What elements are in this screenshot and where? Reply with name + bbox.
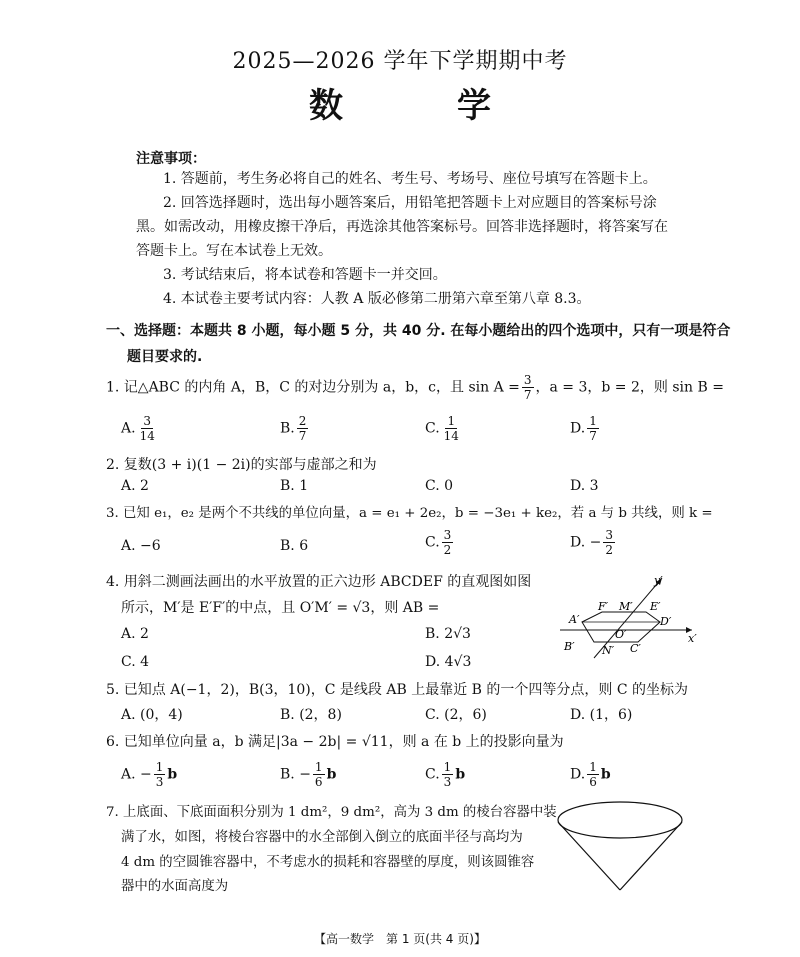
label-m: M′ (619, 600, 633, 613)
q4-option-b: B. 2√3 (425, 626, 471, 642)
q1-option-a: A. $\frac{3}{14}$ (121, 414, 155, 443)
notice-line-3: 3. 考试结束后，将本试卷和答题卡一并交回。 (163, 267, 447, 283)
notice-line-4: 4. 本试卷主要考试内容：人教 A 版必修第二册第六章至第八章 8.3。 (163, 291, 591, 307)
label-f: F′ (598, 600, 609, 613)
notice-line-1: 1. 答题前，考生务必将自己的姓名、考生号、考场号、座位号填写在答题卡上。 (163, 171, 657, 187)
question-3-stem: 3. 已知 e₁，e₂ 是两个不共线的单位向量，a = e₁ + 2e₂，b = −3e₁ + ke₂，若 a 与 b 共线，则 k = (106, 506, 713, 521)
notice-line-2b: 黑。如需改动，用橡皮擦干净后，再选涂其他答案标号。回答非选择题时，将答案写在 (136, 219, 668, 235)
q4-option-c: C. 4 (121, 654, 150, 670)
q2-option-c: C. 0 (425, 478, 454, 494)
label-n: N′ (602, 644, 615, 657)
notice-line-2a: 2. 回答选择题时，选出每小题答案后，用铅笔把答题卡上对应题目的答案标号涂 (163, 195, 657, 211)
q3-option-a: A. −6 (121, 538, 161, 554)
q1-option-b: B. $\frac{2}{7}$ (280, 414, 307, 443)
q2-option-a: A. 2 (121, 478, 149, 494)
hexagon-oblique-figure (552, 568, 702, 660)
inverted-cone-figure (555, 794, 685, 894)
question-1-stem: 1. 记△ABC 的内角 A，B，C 的对边分别为 a，b，c，且 sin A = $\frac{3}{7}$ ，a = 3，b = 2，则 sin B = (106, 373, 724, 402)
label-y-axis: y′ (654, 574, 663, 587)
question-2-stem: 2. 复数(3 + i)(1 − 2i)的实部与虚部之和为 (106, 457, 377, 473)
q3-option-c: C. $\frac{3}{2}$ (425, 528, 452, 557)
question-7-line-1: 7. 上底面、下底面面积分别为 1 dm²，9 dm²，高为 3 dm 的棱台容器中装 (106, 805, 557, 820)
question-7-line-2: 满了水，如图，将棱台容器中的水全部倒入倒立的底面半径与高均为 (121, 830, 523, 845)
notice-heading: 注意事项： (136, 151, 206, 167)
question-7-line-4: 器中的水面高度为 (121, 879, 229, 894)
q4-option-a: A. 2 (121, 626, 149, 642)
q1-option-c: C. $\frac{1}{14}$ (425, 414, 459, 443)
label-c: C′ (630, 642, 641, 655)
section-heading-cont: 题目要求的. (127, 349, 203, 365)
q2-option-b: B. 1 (280, 478, 309, 494)
q5-option-c: C. (2，6) (425, 707, 487, 723)
q6-option-c: C. $\frac{1}{3}$ b (425, 760, 466, 789)
exam-title: 2025—2026 学年下学期期中考 (232, 49, 568, 74)
label-o: O′ (615, 628, 627, 641)
subject-title: 数 学 (309, 86, 531, 126)
label-d: D′ (660, 615, 672, 628)
q1-option-d: D. $\frac{1}{7}$ (570, 414, 597, 443)
q5-option-a: A. (0，4) (121, 707, 183, 723)
question-4-stem-a: 4. 用斜二测画法画出的水平放置的正六边形 ABCDEF 的直观图如图 (106, 574, 532, 590)
q6-option-a: A. − $\frac{1}{3}$ b (121, 760, 178, 789)
page-footer: 【高一数学 第 1 页(共 4 页)】 (314, 932, 486, 946)
q4-option-d: D. 4√3 (425, 654, 472, 670)
q5-option-d: D. (1，6) (570, 707, 633, 723)
section-heading: 一、选择题：本题共 8 小题，每小题 5 分，共 40 分. 在每小题给出的四个选项中，只有一项是符合 (106, 323, 731, 339)
question-5-stem: 5. 已知点 A(−1，2)，B(3，10)，C 是线段 AB 上最靠近 B 的一个四等分点，则 C 的坐标为 (106, 682, 689, 698)
question-7-line-3: 4 dm 的空圆锥容器中，不考虑水的损耗和容器壁的厚度，则该圆锥容 (121, 855, 535, 870)
question-4-stem-b: 所示，M′是 E′F′的中点，且 O′M′ = √3，则 AB = (121, 600, 440, 616)
label-e: E′ (650, 600, 661, 613)
q2-option-d: D. 3 (570, 478, 599, 494)
label-x-axis: x′ (688, 632, 697, 645)
label-a: A′ (569, 613, 580, 626)
question-6-stem: 6. 已知单位向量 a，b 满足|3a − 2b| = √11，则 a 在 b 上的投影向量为 (106, 734, 564, 750)
q6-option-b: B. − $\frac{1}{6}$ b (280, 760, 337, 789)
label-b: B′ (564, 640, 575, 653)
q3-option-b: B. 6 (280, 538, 309, 554)
q5-option-b: B. (2，8) (280, 707, 342, 723)
notice-line-2c: 答题卡上。写在本试卷上无效。 (136, 243, 332, 259)
q6-option-d: D. $\frac{1}{6}$ b (570, 760, 611, 789)
q3-option-d: D. − $\frac{3}{2}$ (570, 528, 613, 557)
